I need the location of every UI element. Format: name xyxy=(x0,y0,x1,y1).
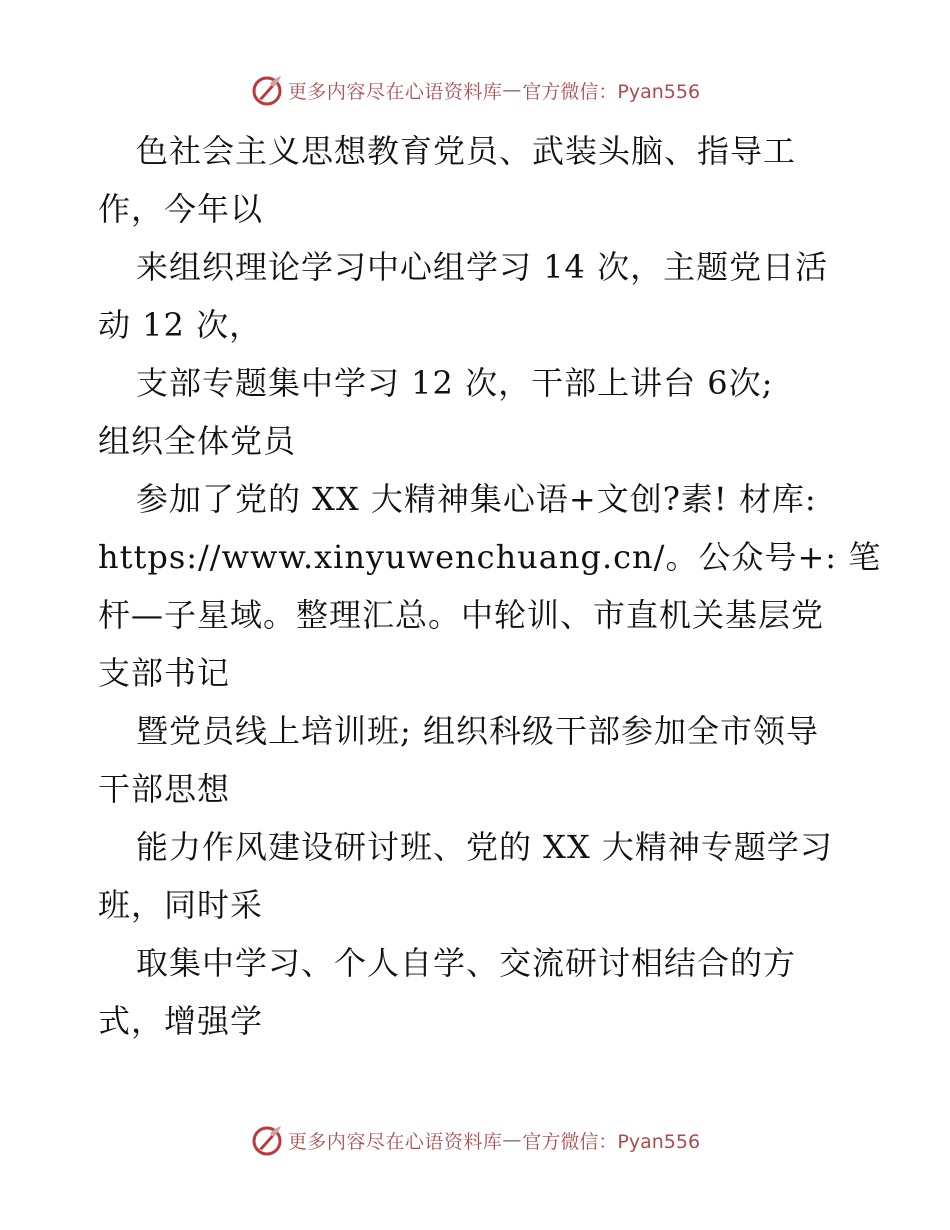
header-account: 官方微信：Pyan556 xyxy=(522,80,701,103)
body-line-url: https://www.xinyuwenchuang.cn/。公众号+: 笔 xyxy=(98,538,882,576)
body-line: 组织全体党员 xyxy=(98,422,297,460)
footer-brand: 更多内容尽在心语资料库 xyxy=(287,1130,503,1153)
body-line: 杆—子星域。整理汇总。中轮训、市直机关基层党 xyxy=(98,596,825,634)
body-line: 干部思想 xyxy=(98,770,231,808)
header-brand: 更多内容尽在心语资料库 xyxy=(287,80,503,103)
header-banner xyxy=(0,70,950,110)
body-line: 来组织理论学习中心组学习 14 次，主题党日活 xyxy=(136,248,829,286)
footer-account: 官方微信：Pyan556 xyxy=(522,1130,701,1153)
body-line: 参加了党的 XX 大精神集心语+文创?素! 材库: xyxy=(136,480,817,518)
body-line: 动 12 次， xyxy=(98,306,263,344)
body-line: 色社会主义思想教育党员、武装头脑、指导工 xyxy=(136,132,797,170)
footer-separator: — xyxy=(502,1129,523,1151)
quill-logo-icon xyxy=(250,1123,284,1157)
body-line: 作，今年以 xyxy=(98,190,264,228)
body-line: 能力作风建设研讨班、党的 XX 大精神专题学习 xyxy=(136,828,833,866)
body-line: 支部专题集中学习 12 次，干部上讲台 6次; xyxy=(136,364,774,402)
body-line: 取集中学习、个人自学、交流研讨相结合的方 xyxy=(136,944,797,982)
body-line: 暨党员线上培训班; 组织科级干部参加全市领导 xyxy=(136,712,819,750)
document-body xyxy=(98,122,882,1050)
footer-banner xyxy=(0,1120,950,1160)
quill-logo-icon xyxy=(250,73,284,107)
header-separator: — xyxy=(502,79,523,101)
body-line: 班，同时采 xyxy=(98,886,264,924)
body-line: 式，增强学 xyxy=(98,1002,264,1040)
body-line: 支部书记 xyxy=(98,654,231,692)
